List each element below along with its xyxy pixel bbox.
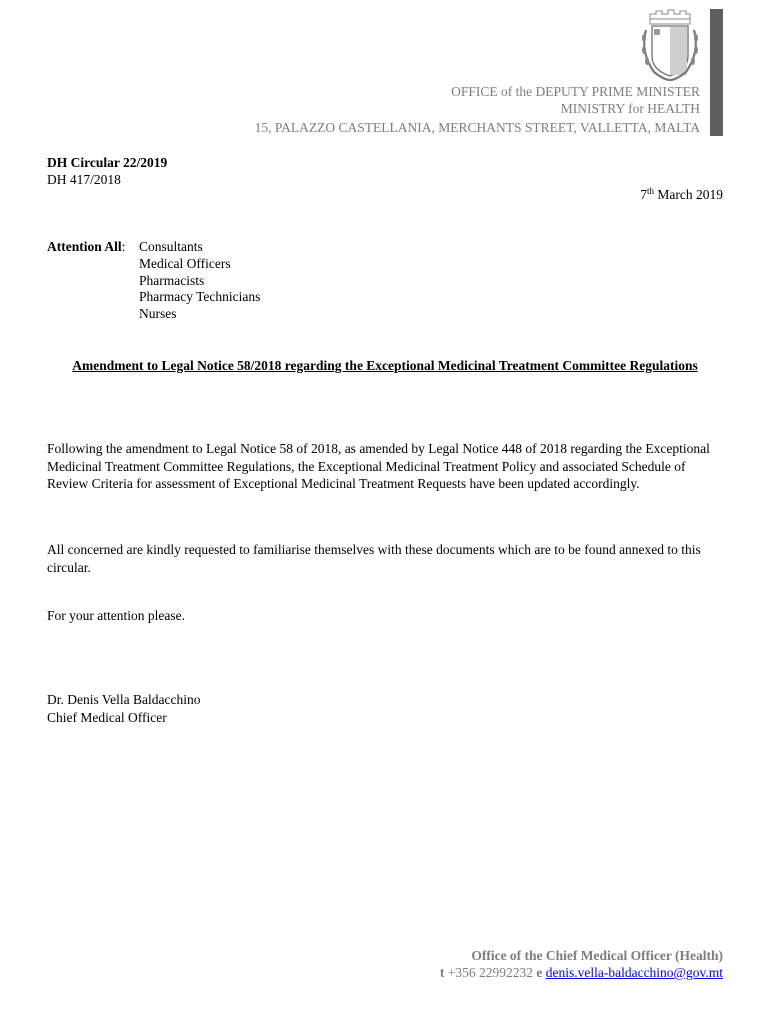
footer-phone: +356 22992232 (444, 965, 537, 980)
date-day: 7 (640, 187, 647, 202)
footer-contact (440, 965, 723, 981)
signatory-title: Chief Medical Officer (47, 709, 167, 725)
header-address: 15, PALAZZO CASTELLANIA, MERCHANTS STREET, VALLETTA, MALTA (254, 120, 700, 135)
circular-date (640, 187, 723, 203)
body-paragraph-1: Following the amendment to Legal Notice 58 of 2018, as amended by Legal Notice 448 of 2018 regarding the Exceptional Medicinal Treatment Committee Regulations, the Exceptional Medicinal Treatment Policy and associated Schedule of Review Criteria for assessment of Exceptional Medicinal Treatment Requests have been updated accordingly. (47, 441, 710, 491)
date-suffix: th (647, 186, 655, 196)
malta-coat-of-arms-icon (638, 8, 700, 82)
signature-block (47, 691, 200, 726)
recipient-item: Pharmacy Technicians (139, 289, 261, 305)
recipient-item: Consultants (139, 239, 203, 254)
tel-prefix: t (439, 965, 445, 980)
email-prefix: e (536, 965, 543, 980)
signatory-name: Dr. Denis Vella Baldacchino (47, 692, 201, 707)
header-office: OFFICE of the DEPUTY PRIME MINISTER (451, 84, 700, 99)
footer-office: Office of the Chief Medical Officer (Health) (471, 948, 723, 963)
file-reference: DH 417/2018 (47, 172, 121, 187)
recipients-list (139, 239, 260, 323)
recipient-item: Nurses (139, 306, 177, 322)
circular-number: DH Circular 22/2019 (47, 155, 168, 170)
body-paragraph-2: All concerned are kindly requested to familiarise themselves with these documents which are to be found annexed to this circular. (47, 542, 701, 575)
date-rest: March 2019 (654, 187, 723, 202)
recipient-item: Pharmacists (139, 272, 205, 288)
attention-label: Attention All: (47, 239, 126, 254)
header-accent-bar (710, 9, 723, 136)
recipient-item: Medical Officers (139, 255, 231, 271)
header-ministry: MINISTRY for HEALTH (560, 101, 700, 116)
subject-heading: Amendment to Legal Notice 58/2018 regarding the Exceptional Medicinal Treatment Committee Regulations (72, 358, 698, 373)
body-paragraph-3: For your attention please. (47, 608, 185, 623)
footer-email-link[interactable]: denis.vella-baldacchino@gov.mt (545, 965, 723, 980)
